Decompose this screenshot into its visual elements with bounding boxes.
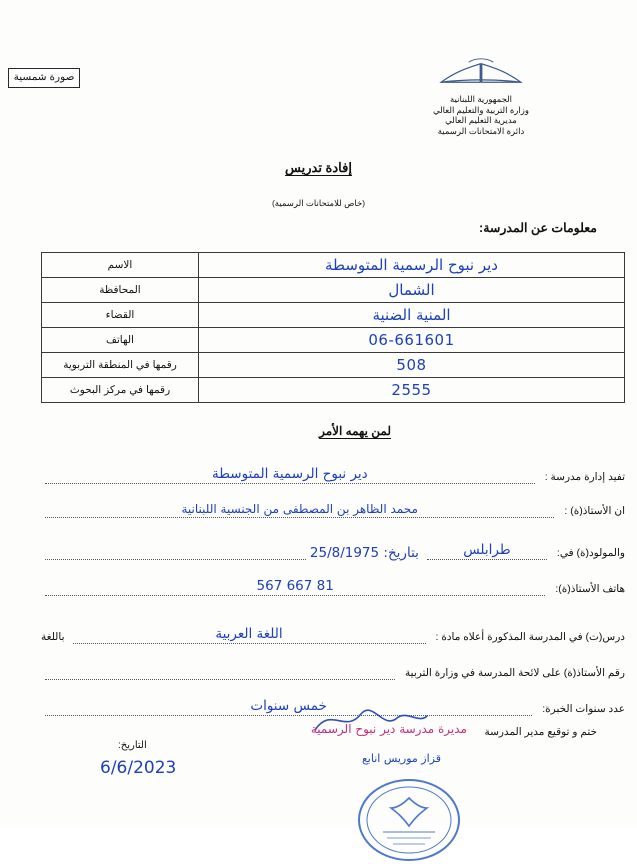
form-label-teacher-name: ان الأستاذ(ة) : <box>564 505 625 517</box>
governorate-value <box>199 278 625 303</box>
form-value-years-of-experience: خمس سنوات <box>250 698 327 714</box>
school-stamp-text: مديرة مدرسة دير نبوح الرسمية <box>310 722 467 736</box>
research-center-number-handwriting: 2555 <box>391 381 432 399</box>
form-label-school-administration: تفيد إدارة مدرسة : <box>544 471 625 483</box>
header-line-2: وزارة التربية والتعليم العالي <box>433 104 529 115</box>
research-center-number-label: رقمها في مركز البحوث <box>42 378 199 403</box>
document-header <box>371 56 591 136</box>
form-row-birthplace <box>41 542 625 564</box>
principal-stamp-label: ختم و توقيع مدير المدرسة <box>484 726 597 738</box>
photo-placeholder-box: صورة شمسية <box>8 68 80 88</box>
header-line-1: الجمهورية اللبنانية <box>449 94 513 104</box>
table-row <box>42 278 625 303</box>
form-label-language-suffix: باللغة <box>41 631 65 643</box>
table-row <box>42 328 625 353</box>
form-label-years-of-experience: عدد سنوات الخبرة: <box>542 703 625 715</box>
form-value-subject-taught: اللغة العربية <box>215 626 283 642</box>
date-label: التاريخ: <box>118 740 147 751</box>
form-row-subject-taught <box>41 626 625 648</box>
form-value-birthdate: بتاريخ: 25/8/1975 <box>309 545 419 561</box>
page-title-text: إفادة تدريس <box>285 160 352 175</box>
form-dotted-line <box>45 698 532 716</box>
form-row-teacher-phone <box>41 578 625 600</box>
phone-value <box>199 328 625 353</box>
form-row-teacher-name <box>41 500 625 522</box>
header-line-4: دائرة الامتحانات الرسمية <box>437 125 525 136</box>
school-info-heading: معلومات عن المدرسة: <box>479 221 597 235</box>
governorate-label: المحافظة <box>42 278 199 303</box>
form-label-teacher-list-number: رقم الأستاذ(ة) على لائحة المدرسة في وزارة التربية <box>405 667 625 679</box>
research-center-number-value <box>199 378 625 403</box>
form-dotted-line <box>45 466 535 484</box>
table-row <box>42 253 625 278</box>
form-row-school-administration <box>41 466 625 488</box>
school-name-label: الاسم <box>42 253 199 278</box>
ministry-emblem-icon <box>435 56 527 90</box>
official-seal-icon <box>349 768 469 864</box>
form-value-birthplace: طرابلس <box>463 542 511 558</box>
form-label-birthplace: والمولود(ة) في: <box>556 547 625 559</box>
district-label: القضاء <box>42 303 199 328</box>
form-dotted-line <box>45 504 554 518</box>
form-row-teacher-list-number <box>41 662 625 684</box>
school-name-value <box>199 253 625 278</box>
phone-label: الهاتف <box>42 328 199 353</box>
date-value: 6/6/2023 <box>100 758 177 778</box>
form-value-teacher-phone: 81 667 567 <box>256 578 334 594</box>
form-label-subject-taught: درس(ت) في المدرسة المذكورة أعلاه مادة : <box>435 631 625 643</box>
form-dotted-line <box>45 546 306 560</box>
phone-handwriting: 06-661601 <box>368 331 455 349</box>
school-name-handwriting: دير نبوح الرسمية المتوسطة <box>325 256 498 274</box>
school-info-table <box>41 252 625 403</box>
region-number-label: رقمها في المنطقة التربوية <box>42 353 199 378</box>
header-line-3: مديرية التعليم العالي <box>445 115 517 125</box>
region-number-handwriting: 508 <box>396 356 427 374</box>
region-number-value <box>199 353 625 378</box>
district-handwriting: المنية الضنية <box>372 306 451 324</box>
table-row <box>42 353 625 378</box>
district-value <box>199 303 625 328</box>
form-value-teacher-name: محمد الظاهر بن المصطفى من الجنسية اللبنانية <box>181 502 418 516</box>
table-row <box>42 303 625 328</box>
principal-signature-text: قزاز موريس انابع <box>361 752 441 765</box>
form-label-teacher-phone: هاتف الأستاذ(ة): <box>555 583 625 595</box>
governorate-handwriting: الشمال <box>388 281 435 299</box>
form-dotted-line <box>427 542 547 560</box>
form-value-school-administration: دير نبوح الرسمية المتوسطة <box>211 466 368 482</box>
to-whom-it-may-concern-title: لمن يهمه الأمر <box>319 424 391 438</box>
form-dotted-line <box>45 578 545 596</box>
table-row <box>42 378 625 403</box>
page-title <box>0 160 637 176</box>
form-dotted-line <box>45 666 395 680</box>
page-subtitle: (خاص للامتحانات الرسمية) <box>271 198 366 208</box>
form-dotted-line <box>73 626 426 644</box>
